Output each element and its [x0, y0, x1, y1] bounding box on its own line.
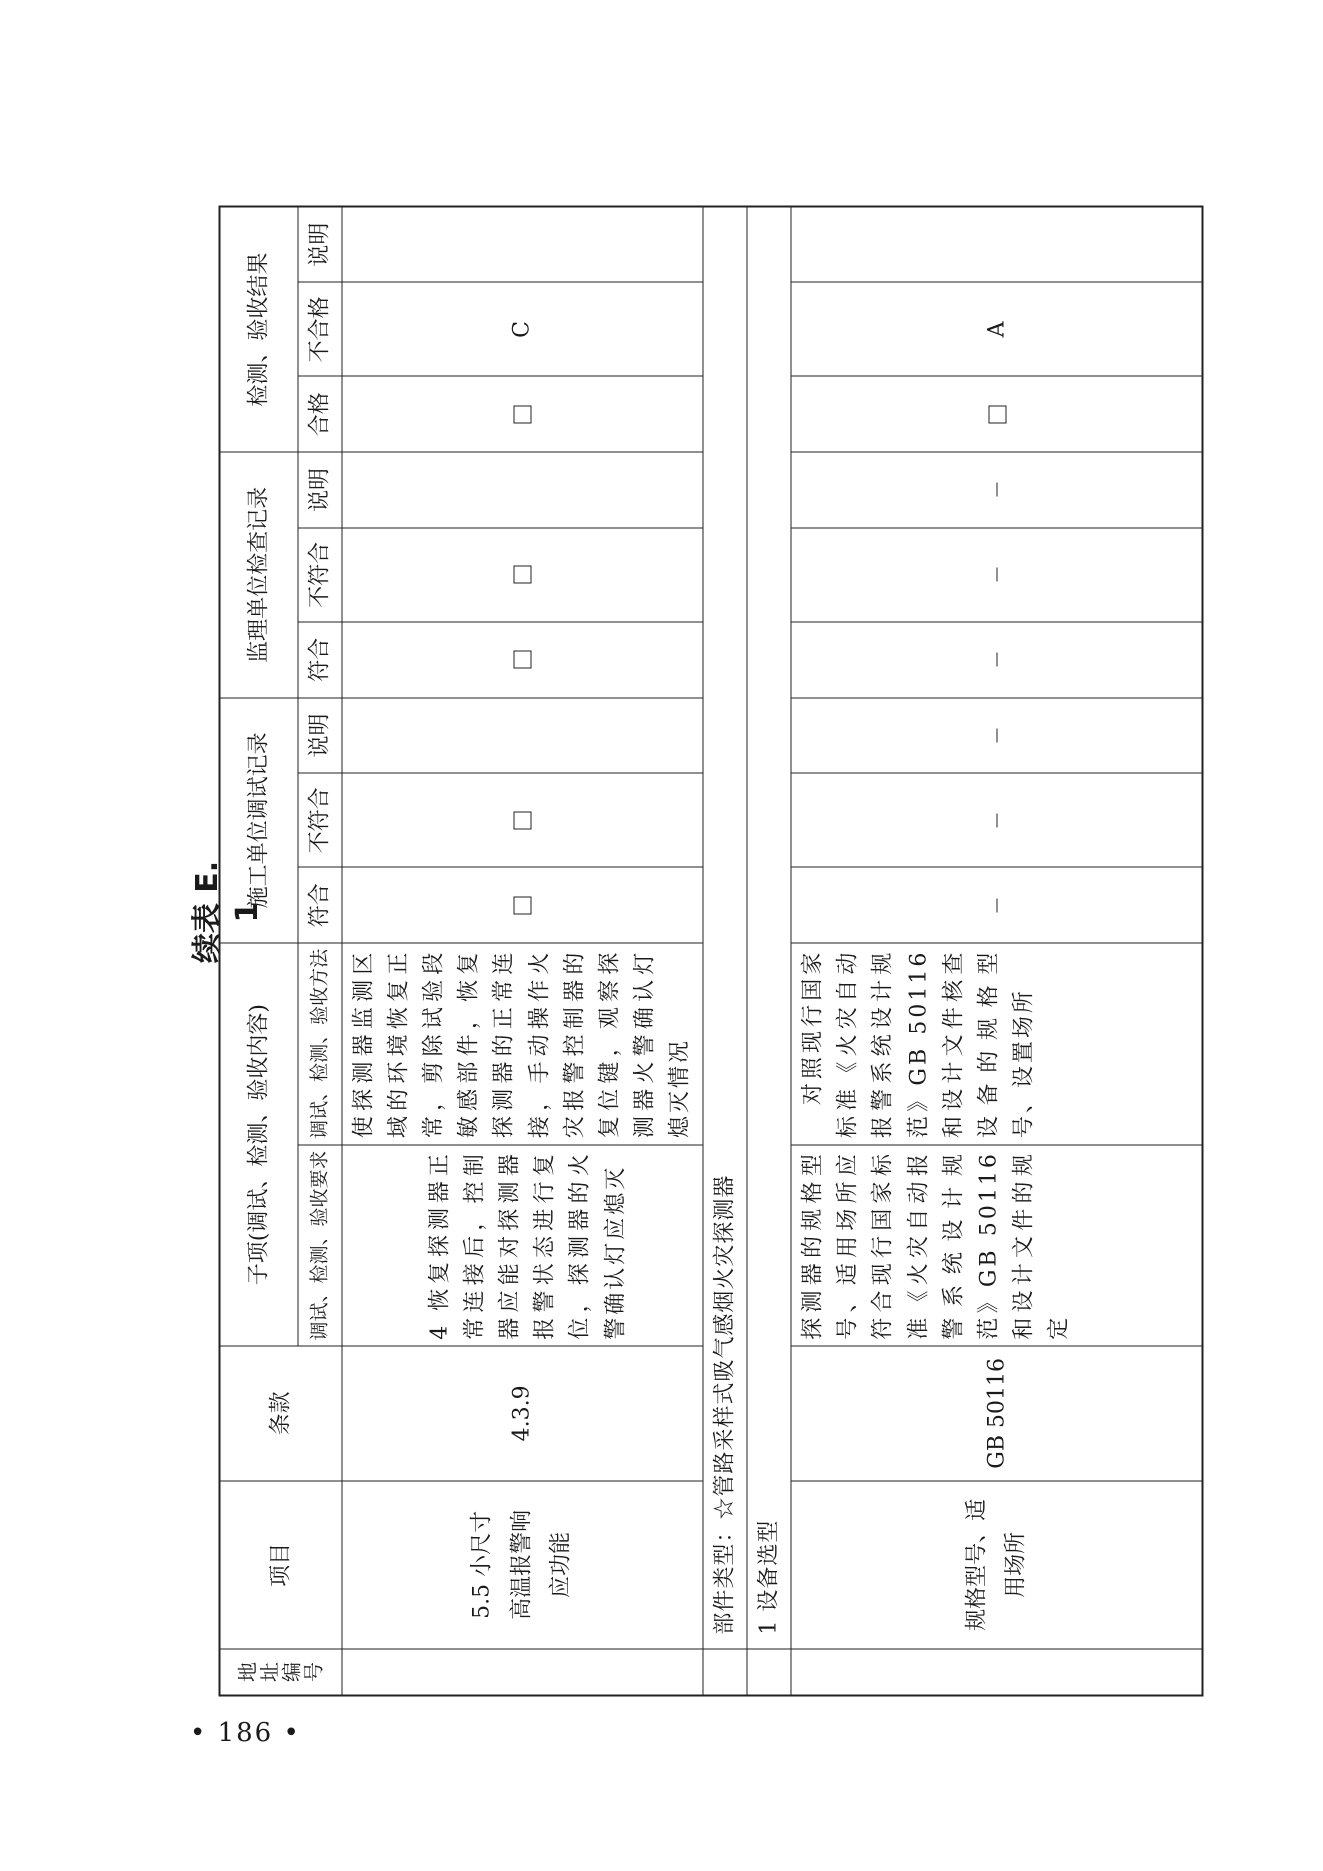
header-conform-1: 符合: [298, 867, 342, 943]
row2-supervision-note: [791, 452, 1203, 528]
row1-construction-note: [342, 697, 703, 773]
row2-result-note: [791, 206, 1203, 282]
row1-unqualified: C: [342, 282, 703, 376]
checkbox-icon[interactable]: [514, 405, 532, 423]
table-container: [219, 205, 1137, 1696]
header-note-2: 说明: [298, 452, 342, 528]
row2-method: 对照现行国家标准《火灾自动报警系统设计规范》GB 50116 和设计文件核查设备的规格型号、设置场所: [791, 943, 1203, 1145]
subsection-row: 1 设备选型: [747, 206, 791, 1649]
row1-qualified[interactable]: [342, 376, 703, 452]
page-number: • 186 •: [190, 1718, 301, 1748]
row2-address: [791, 1649, 1203, 1695]
header-method: 调试、检测、验收方法: [298, 943, 342, 1145]
row2-clause: GB 50116: [791, 1346, 1203, 1480]
row1-item: 5.5 小尺寸高温报警响应功能: [342, 1480, 703, 1649]
header-conform-2: 符合: [298, 621, 342, 697]
dash-mark: [997, 567, 998, 581]
checkbox-icon[interactable]: [514, 565, 532, 583]
section-row: 部件类型：☆管路采样式吸气感烟火灾探测器: [703, 206, 747, 1649]
row2-construction-nonconform: [791, 773, 1203, 867]
header-unqualified: 不合格: [298, 282, 342, 376]
dash-mark: [997, 813, 998, 827]
header-note-1: 说明: [298, 697, 342, 773]
header-item: 项目: [220, 1480, 342, 1649]
dash-mark: [997, 898, 998, 912]
row1-supervision-note: [342, 452, 703, 528]
row1-construction-conform[interactable]: [342, 867, 703, 943]
checkbox-icon[interactable]: [514, 896, 532, 914]
header-clause: 条款: [220, 1346, 342, 1480]
header-subitem: 子项(调试、检测、验收内容): [220, 943, 298, 1346]
checkbox-icon[interactable]: [988, 405, 1006, 423]
dash-mark: [997, 728, 998, 742]
dash-mark: [997, 483, 998, 497]
inspection-table: [219, 205, 1204, 1696]
header-note-3: 说明: [298, 206, 342, 282]
header-requirement: 调试、检测、验收要求: [298, 1144, 342, 1346]
checkbox-icon[interactable]: [514, 650, 532, 668]
row2-requirement: 探测器的规格型号、适用场所应符合现行国家标准《火灾自动报警系统设计规范》GB 50116 和设计文件的规定: [791, 1144, 1203, 1346]
row1-construction-nonconform[interactable]: [342, 773, 703, 867]
row2-unqualified: A: [791, 282, 1203, 376]
dash-mark: [997, 652, 998, 666]
row2-construction-conform: [791, 867, 1203, 943]
row1-requirement: 4 恢复探测器正常连接后，控制器应能对探测器报警状态进行复位，探测器的火警确认灯应熄灭: [342, 1144, 703, 1346]
header-construction: 施工单位调试记录: [220, 697, 298, 943]
row2-supervision-conform: [791, 621, 1203, 697]
header-nonconform-2: 不符合: [298, 527, 342, 621]
checkbox-icon[interactable]: [514, 811, 532, 829]
header-address: 地址编号: [220, 1649, 342, 1695]
header-result: 检测、验收结果: [220, 206, 298, 452]
row1-result-note: [342, 206, 703, 282]
row1-method: 使探测器监测区域的环境恢复正常，剪除试验段敏感部件，恢复探测器的正常连接，手动操作火灾报警控制器的复位键，观察探测器火警确认灯熄灭情况: [342, 943, 703, 1145]
row2-item: 规格型号、适用场所: [791, 1480, 1203, 1649]
row1-clause: 4.3.9: [342, 1346, 703, 1480]
row1-supervision-conform[interactable]: [342, 621, 703, 697]
row1-address: [342, 1649, 703, 1695]
table-title: 续表 E. 1: [190, 860, 265, 964]
section-row-address: [703, 1649, 747, 1695]
row2-supervision-nonconform: [791, 527, 1203, 621]
header-qualified: 合格: [298, 376, 342, 452]
header-supervision: 监理单位检查记录: [220, 452, 298, 698]
row2-qualified[interactable]: [791, 376, 1203, 452]
subsection-row-address: [747, 1649, 791, 1695]
header-nonconform-1: 不符合: [298, 773, 342, 867]
row1-supervision-nonconform[interactable]: [342, 527, 703, 621]
row2-construction-note: [791, 697, 1203, 773]
